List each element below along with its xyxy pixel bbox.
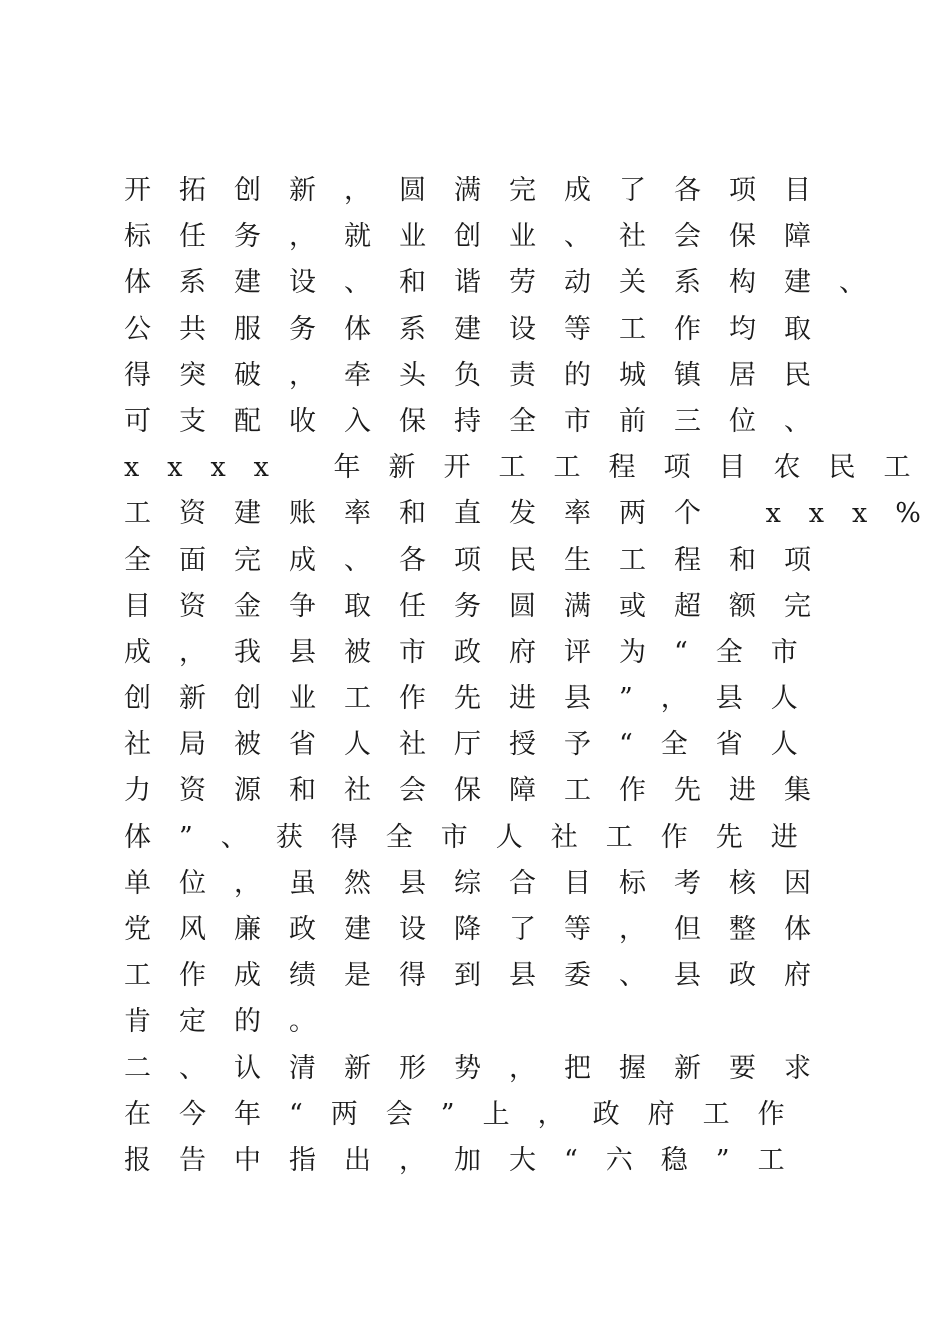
text-line: 党风廉政建设降了等，但整体 — [124, 914, 839, 945]
body-text — [124, 168, 949, 1184]
text-line: 得突破，牵头负责的城镇居民 — [124, 359, 839, 391]
text-line: 肯定的。 — [124, 1006, 344, 1038]
text-line: 报告中指出，加大“六稳”工 — [124, 1144, 813, 1176]
text-line: 成，我县被市政府评为“全市 — [124, 636, 826, 668]
text-line: 创新创业工作先进县”，县人 — [124, 683, 826, 715]
text-line: 社局被省人社厅授予“全省人 — [124, 729, 826, 761]
text-line: 工资建账率和直发率两个 xxx% — [124, 498, 949, 530]
text-line: 单位，虽然县综合目标考核因 — [124, 867, 839, 899]
text-line: 开拓创新，圆满完成了各项目 — [124, 175, 839, 206]
section-heading: 二、认清新形势，把握新要求 — [124, 1052, 839, 1084]
text-line: 工作成绩是得到县委、县政府 — [124, 960, 839, 992]
text-line: 在今年“两会”上，政府工作 — [124, 1098, 813, 1130]
text-line: 标任务，就业创业、社会保障 — [124, 221, 839, 253]
text-line: 全面完成、各项民生工程和项 — [124, 544, 839, 576]
text-line: 目资金争取任务圆满或超额完 — [124, 590, 839, 622]
text-line: 公共服务体系建设等工作均取 — [124, 313, 839, 345]
text-line: 体”、获得全市人社工作先进 — [124, 821, 826, 853]
text-line: 力资源和社会保障工作先进集 — [124, 775, 839, 807]
text-line: 可支配收入保持全市前三位、 — [124, 405, 839, 437]
text-line: xxxx 年新开工工程项目农民工 — [124, 452, 939, 484]
text-line: 体系建设、和谐劳动关系构建、 — [124, 267, 894, 299]
